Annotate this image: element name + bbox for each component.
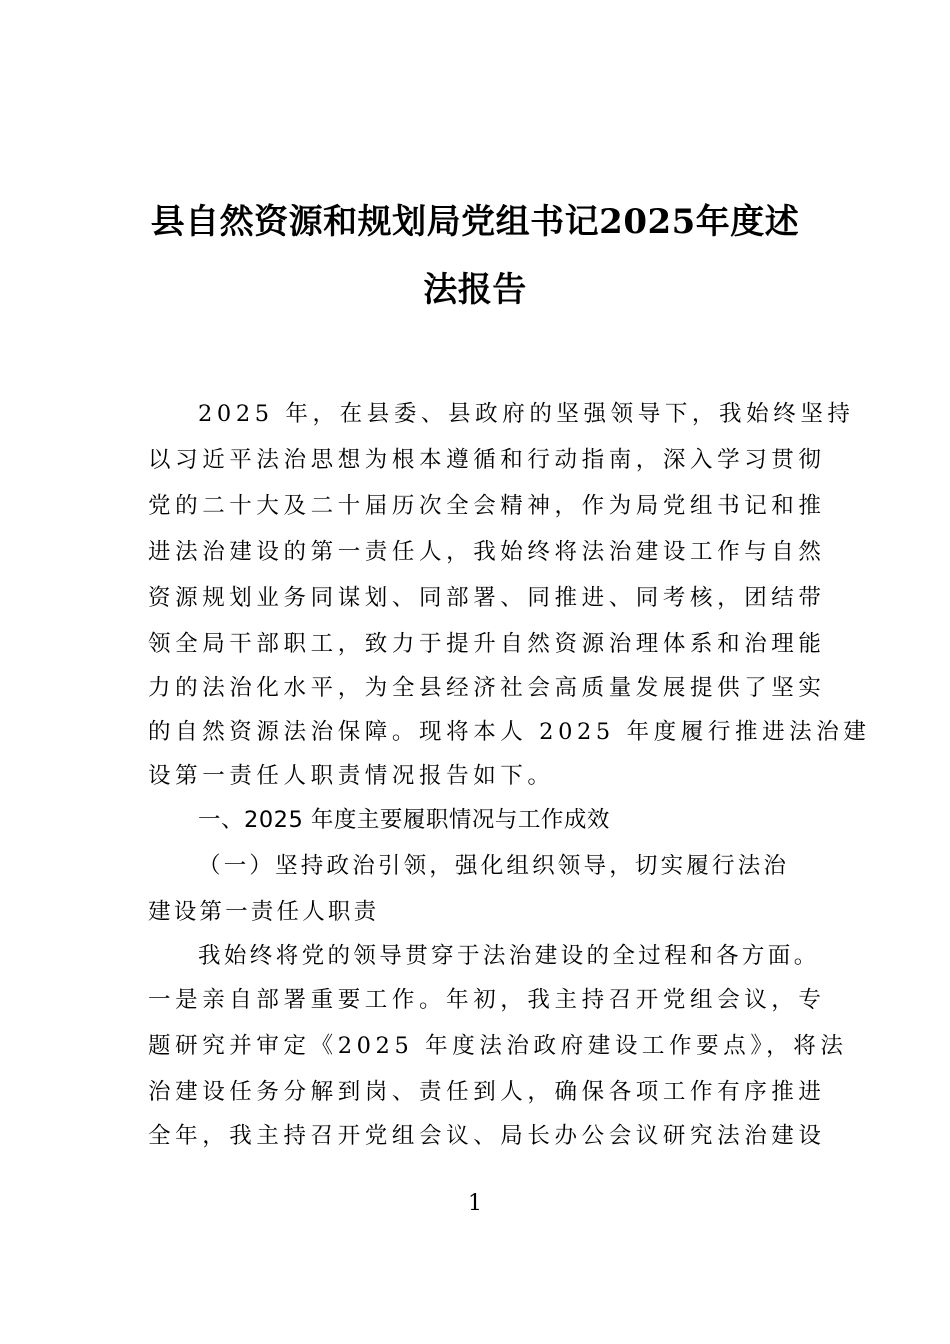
body-paragraph-line: 我始终将党的领导贯穿于法治建设的全过程和各方面。 xyxy=(198,943,820,969)
page-number: 1 xyxy=(468,1191,482,1216)
subsection-heading-line: （一）坚持政治引领，强化组织领导，切实履行法治 xyxy=(198,853,790,879)
intro-paragraph-line: 2025 年，在县委、县政府的坚强领导下，我始终坚持 xyxy=(198,401,855,427)
intro-paragraph-line: 的自然资源法治保障。现将本人 2025 年度履行推进法治建 xyxy=(148,719,871,745)
body-paragraph-line: 题研究并审定《2025 年度法治政府建设工作要点》，将法 xyxy=(148,1033,848,1059)
document-title-line-1: 县自然资源和规划局党组书记2025年度述 xyxy=(150,202,800,242)
section-heading: 一、2025 年度主要履职情况与工作成效 xyxy=(198,807,610,833)
intro-paragraph-line: 进法治建设的第一责任人，我始终将法治建设工作与自然 xyxy=(148,539,826,565)
subsection-heading-line: 建设第一责任人职责 xyxy=(148,899,380,925)
intro-paragraph-line: 设第一责任人职责情况报告如下。 xyxy=(148,763,555,789)
body-paragraph-line: 治建设任务分解到岗、责任到人，确保各项工作有序推进 xyxy=(148,1079,826,1105)
intro-paragraph-line: 以习近平法治思想为根本遵循和行动指南，深入学习贯彻 xyxy=(148,447,826,473)
body-paragraph-line: 全年，我主持召开党组会议、局长办公会议研究法治建设 xyxy=(148,1123,826,1149)
document-title-line-2: 法报告 xyxy=(423,270,527,310)
intro-paragraph-line: 党的二十大及二十届历次全会精神，作为局党组书记和推 xyxy=(148,493,826,519)
intro-paragraph-line: 资源规划业务同谋划、同部署、同推进、同考核，团结带 xyxy=(148,585,826,611)
intro-paragraph-line: 力的法治化水平，为全县经济社会高质量发展提供了坚实 xyxy=(148,675,826,701)
body-paragraph-line: 一是亲自部署重要工作。年初，我主持召开党组会议，专 xyxy=(148,987,826,1013)
intro-paragraph-line: 领全局干部职工，致力于提升自然资源治理体系和治理能 xyxy=(148,631,826,657)
